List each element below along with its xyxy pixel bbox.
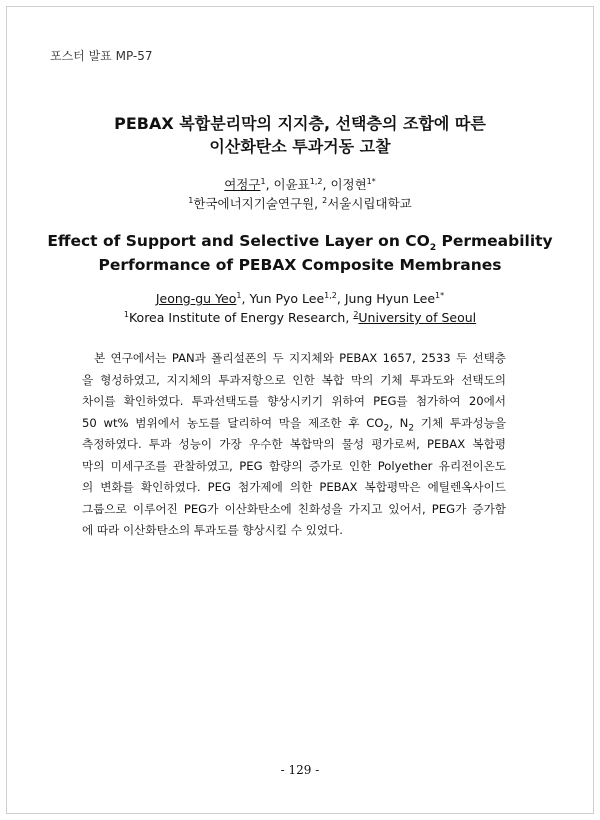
abstract-line-6: 막의 미세구조를 관찰하였고, PEG 함량의 증가로 인한 Polyether 유리전이온도	[82, 458, 506, 473]
english-author-3: Jung Hyun Lee	[344, 291, 436, 306]
separator: ,	[336, 291, 345, 306]
english-author-names	[0, 289, 600, 308]
separator: ,	[314, 196, 323, 211]
english-authors	[0, 289, 600, 327]
english-title	[0, 229, 600, 277]
english-author-3-affiliation: 1*	[435, 290, 445, 300]
abstract-line-4	[82, 413, 506, 435]
english-title-line-1	[0, 229, 600, 253]
korean-author-1-affiliation: 1	[260, 176, 266, 186]
abstract-line-4-mid: , N	[389, 415, 409, 430]
english-affiliation-2: University of Seoul	[358, 310, 477, 325]
korean-title	[0, 112, 600, 158]
abstract-line-7: 의 변화를 확인하였다. PEG 첨가제에 의한 PEBAX 복합평막은 에틸렌옥사이드	[82, 480, 506, 494]
n2-subscript: 2	[408, 422, 415, 433]
english-affiliations	[0, 308, 600, 327]
english-author-1-affiliation: 1	[236, 290, 242, 300]
abstract-line-2: 을 형성하였고, 지지체의 투과저항으로 인한 복합 막의 기체 투과도와 선택도의	[82, 372, 506, 387]
english-title-line-1-end: Permeability	[436, 232, 553, 250]
abstract-line-5: 측정하였다. 투과 성능이 가장 우수한 복합막의 물성 평가로써, PEBAX 복합평	[82, 437, 506, 451]
english-author-1: Jeong-gu Yeo	[155, 291, 237, 306]
abstract-body	[82, 348, 506, 542]
co2-subscript: 2	[383, 422, 390, 433]
english-title-line-1-text: Effect of Support and Selective Layer on CO	[47, 232, 430, 250]
english-affiliation-1: Korea Institute of Energy Research	[128, 310, 346, 325]
korean-title-line-2: 이산화탄소 투과거동 고찰	[209, 137, 391, 156]
page-number: - 129 -	[280, 763, 320, 777]
korean-author-3: 이정현	[330, 177, 367, 192]
korean-title-line-1: PEBAX 복합분리막의 지지층, 선택층의 조합에 따른	[114, 114, 486, 133]
abstract-line-3: 차이를 확인하였다. 투과선택도를 향상시키기 위하여 PEG를 첨가하여 20에서	[82, 394, 506, 408]
abstract-line-9: 에 따라 이산화탄소의 투과도를 향상시킬 수 있었다.	[82, 523, 343, 537]
separator: ,	[265, 177, 274, 192]
korean-author-3-affiliation: 1*	[366, 176, 376, 186]
korean-author-names	[0, 175, 600, 194]
abstract-paragraph	[82, 348, 506, 542]
separator: ,	[241, 291, 250, 306]
korean-author-2-affiliation: 1,2	[309, 176, 323, 186]
korean-affiliation-1: 한국에너지기술연구원	[193, 196, 315, 211]
abstract-line-1: 본 연구에서는 PAN과 폴리설폰의 두 지지체와 PEBAX 1657, 2533 두 선택층	[94, 351, 506, 365]
english-affiliation-2-marker: 2	[353, 309, 359, 319]
co2-subscript: 2	[429, 243, 437, 254]
separator: ,	[322, 177, 331, 192]
korean-affiliation-1-marker: 1	[188, 195, 194, 205]
korean-affiliation-2: 서울시립대학교	[327, 196, 412, 211]
korean-affiliation-2-marker: 2	[322, 195, 328, 205]
abstract-line-8: 그룹으로 이루어진 PEG가 이산화탄소에 친화성을 가지고 있어서, PEG가 증가함	[82, 501, 506, 516]
korean-authors	[0, 175, 600, 213]
abstract-line-4-end: 기체 투과성능을	[414, 415, 506, 430]
korean-author-1: 여정구	[224, 177, 261, 192]
english-author-2-affiliation: 1,2	[324, 290, 337, 300]
english-affiliation-1-marker: 1	[123, 309, 129, 319]
korean-affiliations	[0, 194, 600, 213]
korean-author-2: 이윤표	[273, 177, 310, 192]
separator: ,	[345, 310, 354, 325]
abstract-line-4-text: 50 wt% 범위에서 농도를 달리하여 막을 제조한 후 CO	[82, 415, 384, 430]
english-author-2: Yun Pyo Lee	[249, 291, 325, 306]
poster-label: 포스터 발표 MP-57	[50, 49, 153, 63]
english-title-line-2: Performance of PEBAX Composite Membranes	[98, 256, 502, 274]
